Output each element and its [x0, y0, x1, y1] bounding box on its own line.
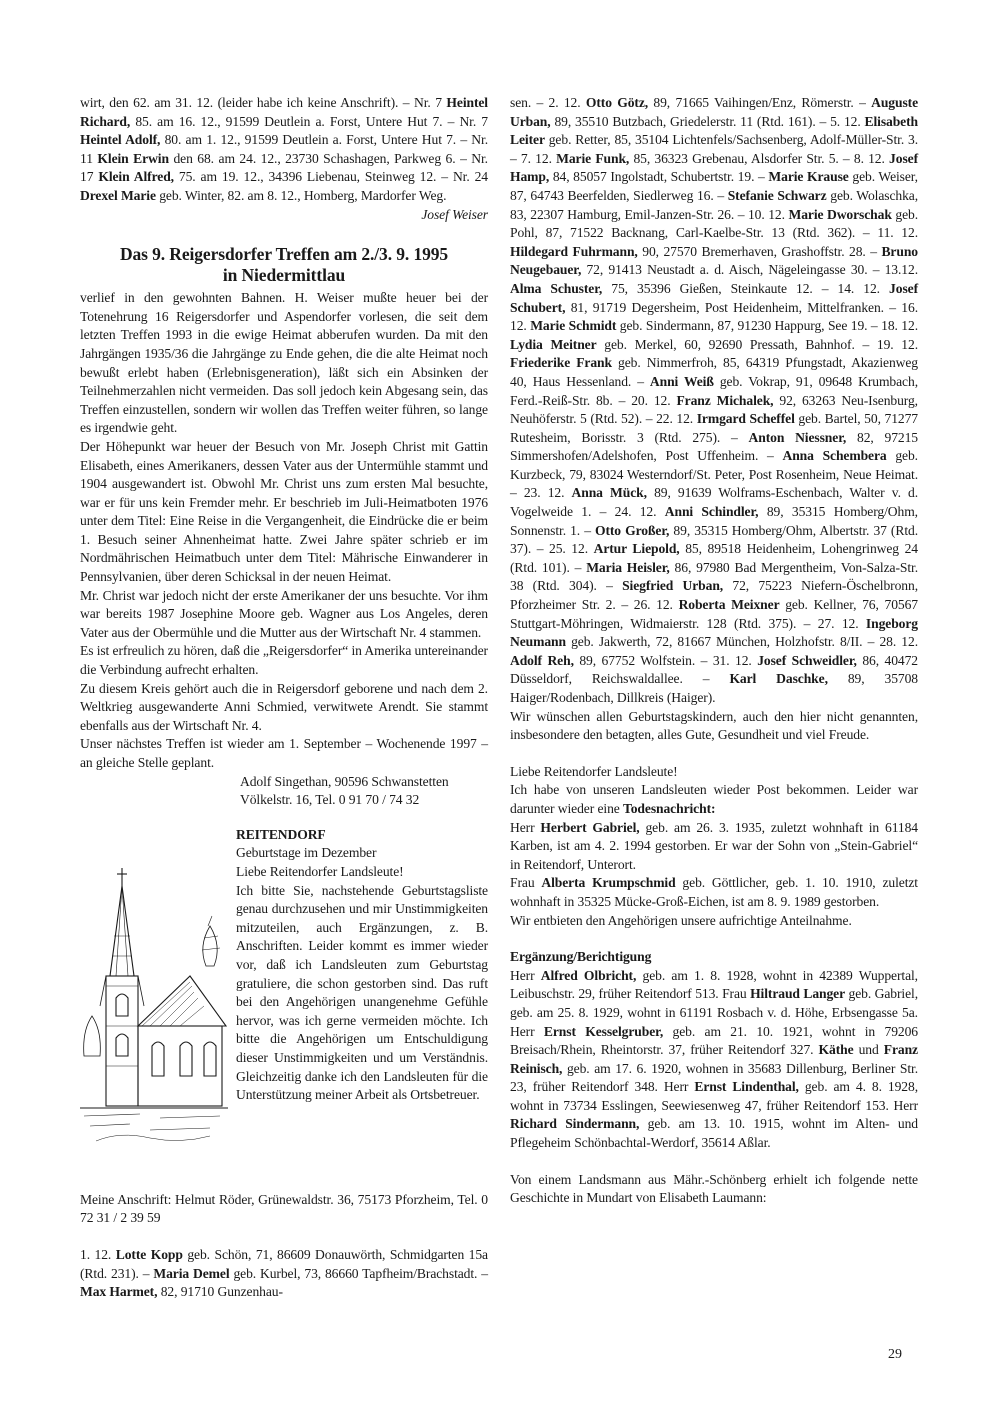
paragraph: Mr. Christ war jedoch nicht der erste Amerikaner der uns besuchte. Vor ihm war bereits 1987 Josephine Moore geb. Wagner aus Los Angeles, deren Vater aus der Obermühle und die Mutter aus der Wirtschaft Nr. 4 stammen.: [80, 587, 488, 640]
person-name: Lydia Meitner: [510, 336, 597, 352]
person-name: Anna Mück,: [571, 485, 647, 501]
person-name: Josef Hamp,: [510, 150, 918, 185]
person-name: Ernst Kesselgruber,: [543, 1023, 664, 1039]
paragraph: Zu diesem Kreis gehört auch die in Reigersdorf geborene und nach dem 2. Weltkrieg ausgewanderte Anni Schmied, verwitwete Arendt. Sie stammt ebenfalls aus der Wirtschaft Nr. 4.: [80, 680, 488, 733]
person-name: Alberta Krumpschmid: [541, 875, 676, 891]
correction-text: Herr Alfred Olbricht, geb. am 1. 8. 1928, wohnt in 42389 Wuppertal, Leibuschstr. 29, früher Reitendorf 513. Frau Hiltraud Langer geb. Gabriel, geb. am 25. 8. 1929, wohnt in 61191 Rosbach v. d. Höhe, Erbsengasse 5a. Herr Ernst Kesselgruber, geb. am 21. 10. 1921, wohnt in 79206 Breisach/Rhein, Rheintorstr. 37, früher Reitendorf 327. Käthe und Franz Reinisch, geb. am 17. 6. 1920, wohnen in 35683 Dillenburg, Berliner Str. 23, früher Reitendorf 348. Herr Ernst Lindenthal, geb. am 4. 8. 1928, wohnt in 73734 Esslingen, Seewiesenweg 47, früher Reitendorf 153. Herr Richard Sindermann, geb. am 13. 10. 1915, wohnt im Alten- und Pflegeheim Schönbachtal-Werdorf, 35614 Aßlar.: [510, 967, 919, 1151]
person-name: Hildegard Fuhrmann,: [510, 243, 638, 259]
death-notice: Frau Alberta Krumpschmid geb. Göttlicher, geb. 1. 10. 1910, zuletzt wohnhaft in 35325 Mücke-Groß-Eichen, ist am 8. 9. 1989 gestorben.: [510, 875, 918, 909]
person-name: Drexel Marie: [80, 187, 156, 203]
section-title-reitendorf: REITENDORF: [236, 826, 326, 842]
person-name: Josef Schweidler,: [757, 652, 857, 668]
person-name: Marie Dworschak: [788, 206, 892, 222]
person-name: Bruno Neugebauer,: [510, 243, 918, 278]
person-name: Otto Götz,: [585, 95, 649, 110]
paragraph: Der Höhepunkt war heuer der Besuch von Mr. Joseph Christ mit Gattin Elisabeth, eines Amerikaners, dessen Vater aus der Untermühle stammt und 1904 ausgewandert ist. Obwohl Mr. Christ uns zum ersten Mal besuchte, war er für uns kein Fremder mehr. Er beschrieb im Juli-Heimatboten 1976 unter dem Titel: Eine Reise in die Vergangenheit, die Eindrücke die er beim 1. Besuch seiner Ahnenheimat hatte. Zwei Jahre später schrieb er im Nordmährischen Heimatbuch unter dem Titel: Mährische Einwanderer in Pennsylvanien, über deren Schicksal in der neuen Heimat.: [80, 438, 488, 585]
paragraph: Unser nächstes Treffen ist wieder am 1. September – Wochenende 1997 – an gleiche Stelle geplant.: [80, 736, 488, 770]
right-column: [510, 94, 918, 1208]
person-name: Hiltraud Langer: [750, 986, 846, 1002]
person-name: Marie Funk,: [556, 150, 630, 166]
reitendorf-subtitle: Geburtstage im Dezember: [236, 845, 377, 861]
paragraph: verlief in den gewohnten Bahnen. H. Weiser mußte heuer bei der Totenehrung 16 Reigersdorfer und Aspendorfer vorlesen, die seit dem letzten Treffen 1993 in die ewige Heimat abberufen wurden. Da mit den Jahrgängen 1935/36 die Jahrgänge zu Ende gehen, die die alte Heimat noch bewußt erlebt haben (Erlebnisgeneration), läßt sich ein Absinken der Teilnehmerzahlen nicht vermeiden. Das soll jedoch kein Abgesang sein, das Treffen einzustellen, sondern wir wollen das Treffen weiter führen, so lange es irgendwie geht.: [80, 290, 488, 436]
church-illustration: [80, 826, 228, 1181]
person-name: Käthe: [818, 1042, 854, 1058]
person-name: Adolf Reh,: [510, 652, 574, 668]
person-name: Auguste Urban,: [510, 95, 919, 129]
person-name: Alma Schuster,: [510, 280, 603, 296]
reitendorf-contact-address: Meine Anschrift: Helmut Röder, Grünewaldstr. 36, 75173 Pforzheim, Tel. 0 72 31 / 2 39 59: [80, 1191, 488, 1226]
birthday-wishes: Wir wünschen allen Geburtstagskindern, auch den hier nicht genannten, insbesondere den betagten, alles Gute, Gesundheit und viel Freude.: [510, 708, 918, 743]
story-intro: Von einem Landsmann aus Mähr.-Schönberg erhielt ich folgende nette Geschichte in Mundart von Elisabeth Laumann:: [510, 1171, 918, 1206]
headline-line-1: Das 9. Reigersdorfer Treffen am 2./3. 9. 1995: [119, 244, 449, 265]
person-name: Herbert Gabriel,: [540, 819, 640, 835]
person-name: Friederike Frank: [510, 355, 612, 371]
person-name: Marie Schmidt: [530, 318, 617, 334]
person-name: Stefanie Schwarz: [727, 187, 827, 203]
reitendorf-letter: Ich bitte Sie, nachstehende Geburtstagsliste genau durchzusehen und mir Unstimmigkeiten mitzuteilen, auch Ergänzungen, z. B. Anschriften. Leider kommt es immer wieder vor, daß ich Landsleuten zum Geburtstag gratuliere, die schon gestorben sind. Das ruft bei den Angehörigen unangenehme Gefühle hervor, was ich gerne vermeiden möchte. Ich bitte die Angehörigen um Entschuldigung dieser Unstimmigkeiten und um Verständnis. Gleichzeitig danke ich den Landsleuten für die Unterstützung meiner Arbeit als Ortsbetreuer.: [236, 882, 488, 1103]
reitendorf-greeting: Liebe Reitendorfer Landsleute!: [236, 863, 404, 879]
person-name: Irmgard Scheffel: [696, 411, 795, 427]
person-name: Anna Schembera: [782, 448, 887, 464]
birthday-list-reigersdorf: wirt, den 62. am 31. 12. (leider habe ich keine Anschrift). – Nr. 7 Heintel Richard, 85. am 16. 12., 91599 Deutlein a. Forst, Untere Hut 7. – Nr. 7 Heintel Adolf, 80. am 1. 12., 91599 Deutlein a. Forst, Untere Hut 7. – Nr. 11 Klein Erwin den 68. am 24. 12., 23730 Schashagen, Parkweg 6. – Nr. 17 Klein Alfred, 75. am 19. 12., 34396 Liebenau, Steinweg 12. – Nr. 24 Drexel Marie geb. Winter, 82. am 8. 12., Homberg, Mardorfer Weg.: [80, 95, 488, 203]
section-title-correction: Ergänzung/Berichtigung: [510, 949, 652, 965]
letter-intro: Ich habe von unseren Landsleuten wieder Post bekommen. Leider war darunter wieder eine Todesnachricht:: [510, 782, 918, 816]
person-name: Max Harmet,: [80, 1284, 158, 1300]
person-name: Maria Heisler,: [586, 559, 670, 575]
letter-greeting: Liebe Reitendorfer Landsleute!: [510, 763, 678, 779]
headline-line-2: in Niedermittlau: [222, 265, 346, 286]
person-name: Maria Demel: [153, 1265, 230, 1281]
person-name: Otto Großer,: [594, 522, 670, 538]
condolence-text: Wir entbieten den Angehörigen unsere aufrichtige Anteilnahme.: [510, 912, 852, 928]
person-name: Alfred Olbricht,: [540, 967, 637, 983]
reitendorf-section: [80, 826, 488, 1181]
person-name: Anton Niessner,: [748, 429, 847, 445]
article-headline: [80, 244, 488, 286]
person-name: Klein Alfred,: [98, 169, 174, 185]
person-name: Ingeborg Neumann: [510, 615, 918, 650]
person-name: Franz Michalek,: [676, 392, 774, 408]
person-name: Roberta Meixner: [678, 597, 780, 613]
person-name: Richard Sindermann,: [510, 1116, 640, 1132]
address-line: Völkelstr. 16, Tel. 0 91 70 / 74 32: [240, 792, 420, 808]
person-name: Karl Daschke,: [729, 671, 828, 687]
person-name: Franz Reinisch,: [510, 1042, 918, 1076]
person-name: Siegfried Urban,: [622, 578, 724, 594]
person-name: Klein Erwin: [97, 150, 169, 166]
person-name: Heintel Adolf,: [80, 132, 161, 148]
page-number: 29: [888, 1347, 902, 1362]
person-name: Anni Schindler,: [664, 504, 759, 520]
paragraph: Es ist erfreulich zu hören, daß die „Reigersdorfer“ in Amerika untereinander die Verbindung aufrecht erhalten.: [80, 643, 488, 678]
person-name: Elisabeth Leiter: [510, 113, 918, 148]
person-name: Todesnachricht:: [623, 800, 716, 816]
person-name: Artur Liepold,: [593, 541, 680, 557]
birthday-list-continued: sen. – 2. 12. Otto Götz, 89, 71665 Vaihingen/Enz, Römerstr. – Auguste Urban, 89, 35510 Butzbach, Griedelerstr. 11 (Rtd. 161). – 5. 12. Elisabeth Leiter geb. Retter, 85, 35104 Lichtenfels/Sachsenberg, Adolf-Müller-Str. 3. – 7. 12. Marie Funk, 85, 36323 Grebenau, Alsdorfer Str. 5. – 8. 12. Josef Hamp, 84, 85057 Ingolstadt, Schubertstr. 19. – Marie Krause geb. Weiser, 87, 64743 Beerfelden, Siedlerweg 16. – Stefanie Schwarz geb. Wolaschka, 83, 22307 Hamburg, Emil-Janzen-Str. 26. – 10. 12. Marie Dworschak geb. Pohl, 87, 71522 Backnang, Carl-Kaelbe-Str. 13 (Rtd. 362). – 11. 12. Hildegard Fuhrmann, 90, 27570 Bremerhaven, Grashoffstr. 28. – Bruno Neugebauer, 72, 91413 Neustadt a. d. Aisch, Nägeleingasse 30. – 13.12. Alma Schuster, 75, 35396 Gießen, Steinkaute 12. – 14. 12. Josef Schubert, 81, 91719 Degersheim, Post Heidenheim, Mittelfranken. – 16. 12. Marie Schmidt geb. Sindermann, 87, 91230 Happurg, See 19. – 18. 12. Lydia Meitner geb. Merkel, 60, 92690 Pressath, Bahnhof. – 19. 12. Friederike Frank geb. Nimmerfroh, 85, 64319 Pfungstadt, Akazienweg 40, Haus Hessenland. – Anni Weiß geb. Vokrap, 91, 09648 Krumbach, Ferd.-Reiß-Str. 8b. – 20. 12. Franz Michalek, 92, 63263 Neu-Isenburg, Neuhöferstr. 5 (Rtd. 52). – 22. 12. Irmgard Scheffel geb. Bartel, 50, 71277 Rutesheim, Borisstr. 3 (Rtd. 275). – Anton Niessner, 82, 97215 Simmershofen/Adelshofen, Post Uffenheim. – Anna Schembera geb. Kurzbeck, 79, 83024 Westerndorf/St. Peter, Post Rosenheim, Neue Heimat. – 23. 12. Anna Mück, 89, 91639 Wolframs-Eschenbach, Walter v. d. Vogelweide 1. – 24. 12. Anni Schindler, 89, 35315 Homberg/Ohm, Sonnenstr. 1. – Otto Großer, 89, 35315 Homberg/Ohm, Albertstr. 37 (Rtd. 37). – 25. 12. Artur Liepold, 85, 89518 Heidenheim, Lohengrinweg 24 (Rtd. 101). – Maria Heisler, 86, 97980 Bad Mergentheim, Von-Salza-Str. 38 (Rtd. 304). – Siegfried Urban, 72, 75223 Niefern-Öschelbronn, Pforzheimer Str. 2. – 26. 12. Roberta Meixner geb. Kellner, 76, 70567 Stuttgart-Möhringen, Widmaierstr. 128 (Rtd. 375). – 27. 12. Ingeborg Neumann geb. Jakwerth, 72, 81667 München, Holzhofstr. 8/II. – 28. 12. Adolf Reh, 89, 67752 Wolfstein. – 31. 12. Josef Schweidler, 86, 40472 Düsseldorf, Reichswaldallee. – Karl Daschke, 89, 35708 Haiger/Rodenbach, Dillkreis (Haiger).: [510, 95, 919, 705]
person-name: Heintel Richard,: [80, 95, 488, 129]
death-notice: Herr Herbert Gabriel, geb. am 26. 3. 1935, zuletzt wohnhaft in 61184 Karben, ist am 4. 2. 1994 gestorben. Er war der Sohn von „Stein-Gabriel“ in Reitendorf, Unterort.: [510, 819, 918, 872]
birthday-list-reitendorf: 1. 12. Lotte Kopp geb. Schön, 71, 86609 Donauwörth, Schmidgarten 15a (Rtd. 231). – Maria Demel geb. Kurbel, 73, 86660 Tapfheim/Brachstadt. – Max Harmet, 82, 91710 Gunzenhau-: [80, 1246, 488, 1300]
person-name: Lotte Kopp: [115, 1246, 183, 1262]
person-name: Marie Krause: [768, 169, 849, 185]
author-address: [80, 773, 488, 810]
address-line: Adolf Singethan, 90596 Schwanstetten: [240, 773, 449, 789]
signature-josef-weiser: Josef Weiser: [421, 206, 488, 222]
person-name: Anni Weiß: [649, 373, 714, 389]
person-name: Ernst Lindenthal,: [694, 1079, 799, 1095]
left-column: [80, 94, 488, 1302]
person-name: Josef Schubert,: [510, 280, 918, 315]
